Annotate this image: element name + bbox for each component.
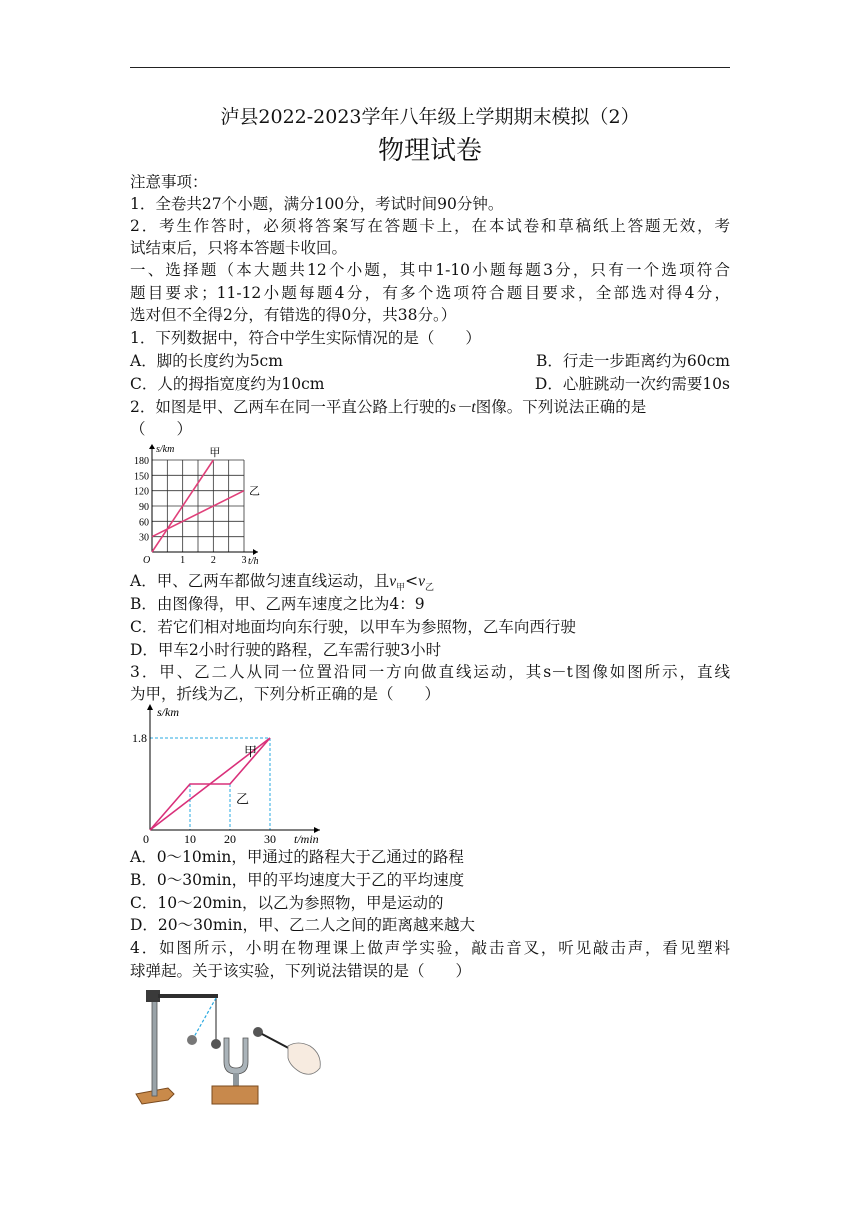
q2-v1: v	[389, 573, 397, 590]
q3-option-a: A．0～10min，甲通过的路程大于乙通过的路程	[130, 848, 464, 866]
q2-stem-st: s－t	[449, 399, 476, 416]
section1-line2: 题目要求；11-12小题每题4分，有多个选项符合题目要求，全部选对得4分，	[130, 284, 730, 302]
notice-item-2a: 2．考生作答时，必须将答案写在答题卡上，在本试卷和草稿纸上答题无效，考	[130, 217, 730, 235]
q1-stem: 1．下列数据中，符合中学生实际情况的是（ ）	[130, 329, 481, 347]
x-tick-label: 30	[264, 832, 276, 846]
q2-stem-pre: 2．如图是甲、乙两车在同一平直公路上行驶的	[130, 398, 450, 416]
q2-option-b: B．由图像得，甲、乙两车速度之比为4：9	[130, 595, 425, 613]
q1-option-b: B．行走一步距离约为60cm	[536, 352, 730, 370]
x-tick-label: 2	[210, 555, 216, 566]
q2-lt: <	[405, 572, 419, 590]
y-tick-label: 30	[139, 532, 149, 544]
q3-chart	[126, 700, 336, 852]
stand-clamp	[146, 990, 160, 1002]
q1-option-d: D．心脏跳动一次约需要10s	[534, 375, 730, 393]
series-jia-label: 甲	[244, 743, 258, 759]
y-axis-label: s/km	[157, 705, 179, 719]
q3-option-c: C．10～20min，以乙为参照物，甲是运动的	[130, 894, 444, 912]
x-tick-label: 3	[241, 555, 247, 566]
y-tick-label: 60	[139, 517, 149, 529]
header-rule	[130, 67, 730, 68]
stand-pole	[152, 996, 157, 1096]
series-jia-label: 甲	[209, 447, 221, 459]
q2-option-d: D．甲车2小时行驶的路程，乙车需行驶3小时	[130, 641, 442, 659]
q2-stem	[130, 396, 730, 419]
y-tick-label: 180	[134, 456, 149, 467]
q3-chart-svg	[126, 700, 336, 848]
x-tick-label: 20	[224, 832, 236, 846]
exam-title: 泸县2022-2023学年八年级上学期期末模拟（2）	[220, 106, 640, 128]
ball-resting	[211, 1039, 221, 1049]
q2-sub-yi: 乙	[425, 583, 435, 594]
resonance-box	[212, 1086, 258, 1104]
q1-option-a: A．脚的长度约为5cm	[130, 352, 283, 370]
series-yi-label: 乙	[249, 485, 260, 498]
y-axis-arrow	[147, 704, 153, 710]
q3-stem-line2: 为甲，折线为乙，下列分析正确的是（ ）	[130, 685, 441, 703]
notice-heading: 注意事项：	[130, 173, 208, 191]
ball-swung	[187, 1035, 197, 1045]
tuning-fork	[224, 1038, 248, 1074]
tuning-fork-illustration	[128, 982, 328, 1112]
section1-line1: 一、选择题（本大题共12个小题，其中1-10小题每题3分，只有一个选项符合	[130, 261, 730, 279]
q2-v2: v	[418, 573, 425, 590]
q2-option-c: C．若它们相对地面均向东行驶，以甲车为参照物，乙车向西行驶	[130, 618, 576, 636]
y-axis-label: s/km	[156, 444, 175, 455]
x-axis-arrow	[253, 549, 258, 555]
mallet-head	[253, 1027, 263, 1037]
origin-label: 0	[143, 832, 149, 846]
q2-stem-bracket: （ ）	[130, 420, 193, 438]
q3-option-d: D．20～30min，甲、乙二人之间的距离越来越大	[130, 916, 476, 934]
x-tick-label: 1	[180, 555, 186, 566]
q2-option-a-text: A．甲、乙两车都做匀速直线运动，且	[130, 572, 390, 590]
section1-line3: 选对但不全得2分，有错选的得0分，共38分。）	[130, 306, 457, 324]
q2-stem-post: 图像。下列说法正确的是	[475, 398, 647, 416]
exam-subject: 物理试卷	[377, 136, 482, 166]
q3-option-b: B．0～30min，甲的平均速度大于乙的平均速度	[130, 871, 465, 889]
q2-chart-svg	[128, 440, 278, 572]
q4-stem-line1: 4．如图所示，小明在物理课上做声学实验，敲击音叉，听见敲击声，看见塑料	[130, 939, 730, 957]
y-tick-label: 120	[134, 486, 149, 498]
y-tick-label: 90	[139, 502, 149, 513]
y-tick-label: 1.8	[132, 731, 147, 745]
stand-arm	[158, 994, 218, 998]
fork-stem	[233, 1073, 239, 1087]
hand	[288, 1043, 320, 1074]
q2-sub-jia: 甲	[396, 583, 406, 594]
tuning-fork-figure	[128, 982, 328, 1116]
q1-option-c: C．人的拇指宽度约为10cm	[130, 375, 325, 393]
y-tick-label: 150	[134, 471, 149, 483]
q4-stem-line2: 球弹起。关于该实验，下列说法错误的是（ ）	[130, 962, 472, 980]
notice-item-2b: 试结束后，只将本答题卡收回。	[130, 239, 348, 257]
q3-stem-line1: 3．甲、乙二人从同一位置沿同一方向做直线运动，其s－t图像如图所示，直线	[130, 663, 730, 681]
x-axis-label: t/h	[248, 556, 259, 567]
notice-item-1: 1．全卷共27个小题，满分100分，考试时间90分钟。	[130, 195, 504, 213]
x-axis-label: t/min	[294, 832, 319, 846]
q2-chart	[128, 440, 278, 576]
x-tick-label: 10	[184, 832, 196, 846]
series-yi-label: 乙	[236, 791, 250, 807]
swing-path	[194, 998, 216, 1037]
origin-label: O	[143, 555, 151, 566]
y-axis-arrow	[149, 444, 155, 449]
